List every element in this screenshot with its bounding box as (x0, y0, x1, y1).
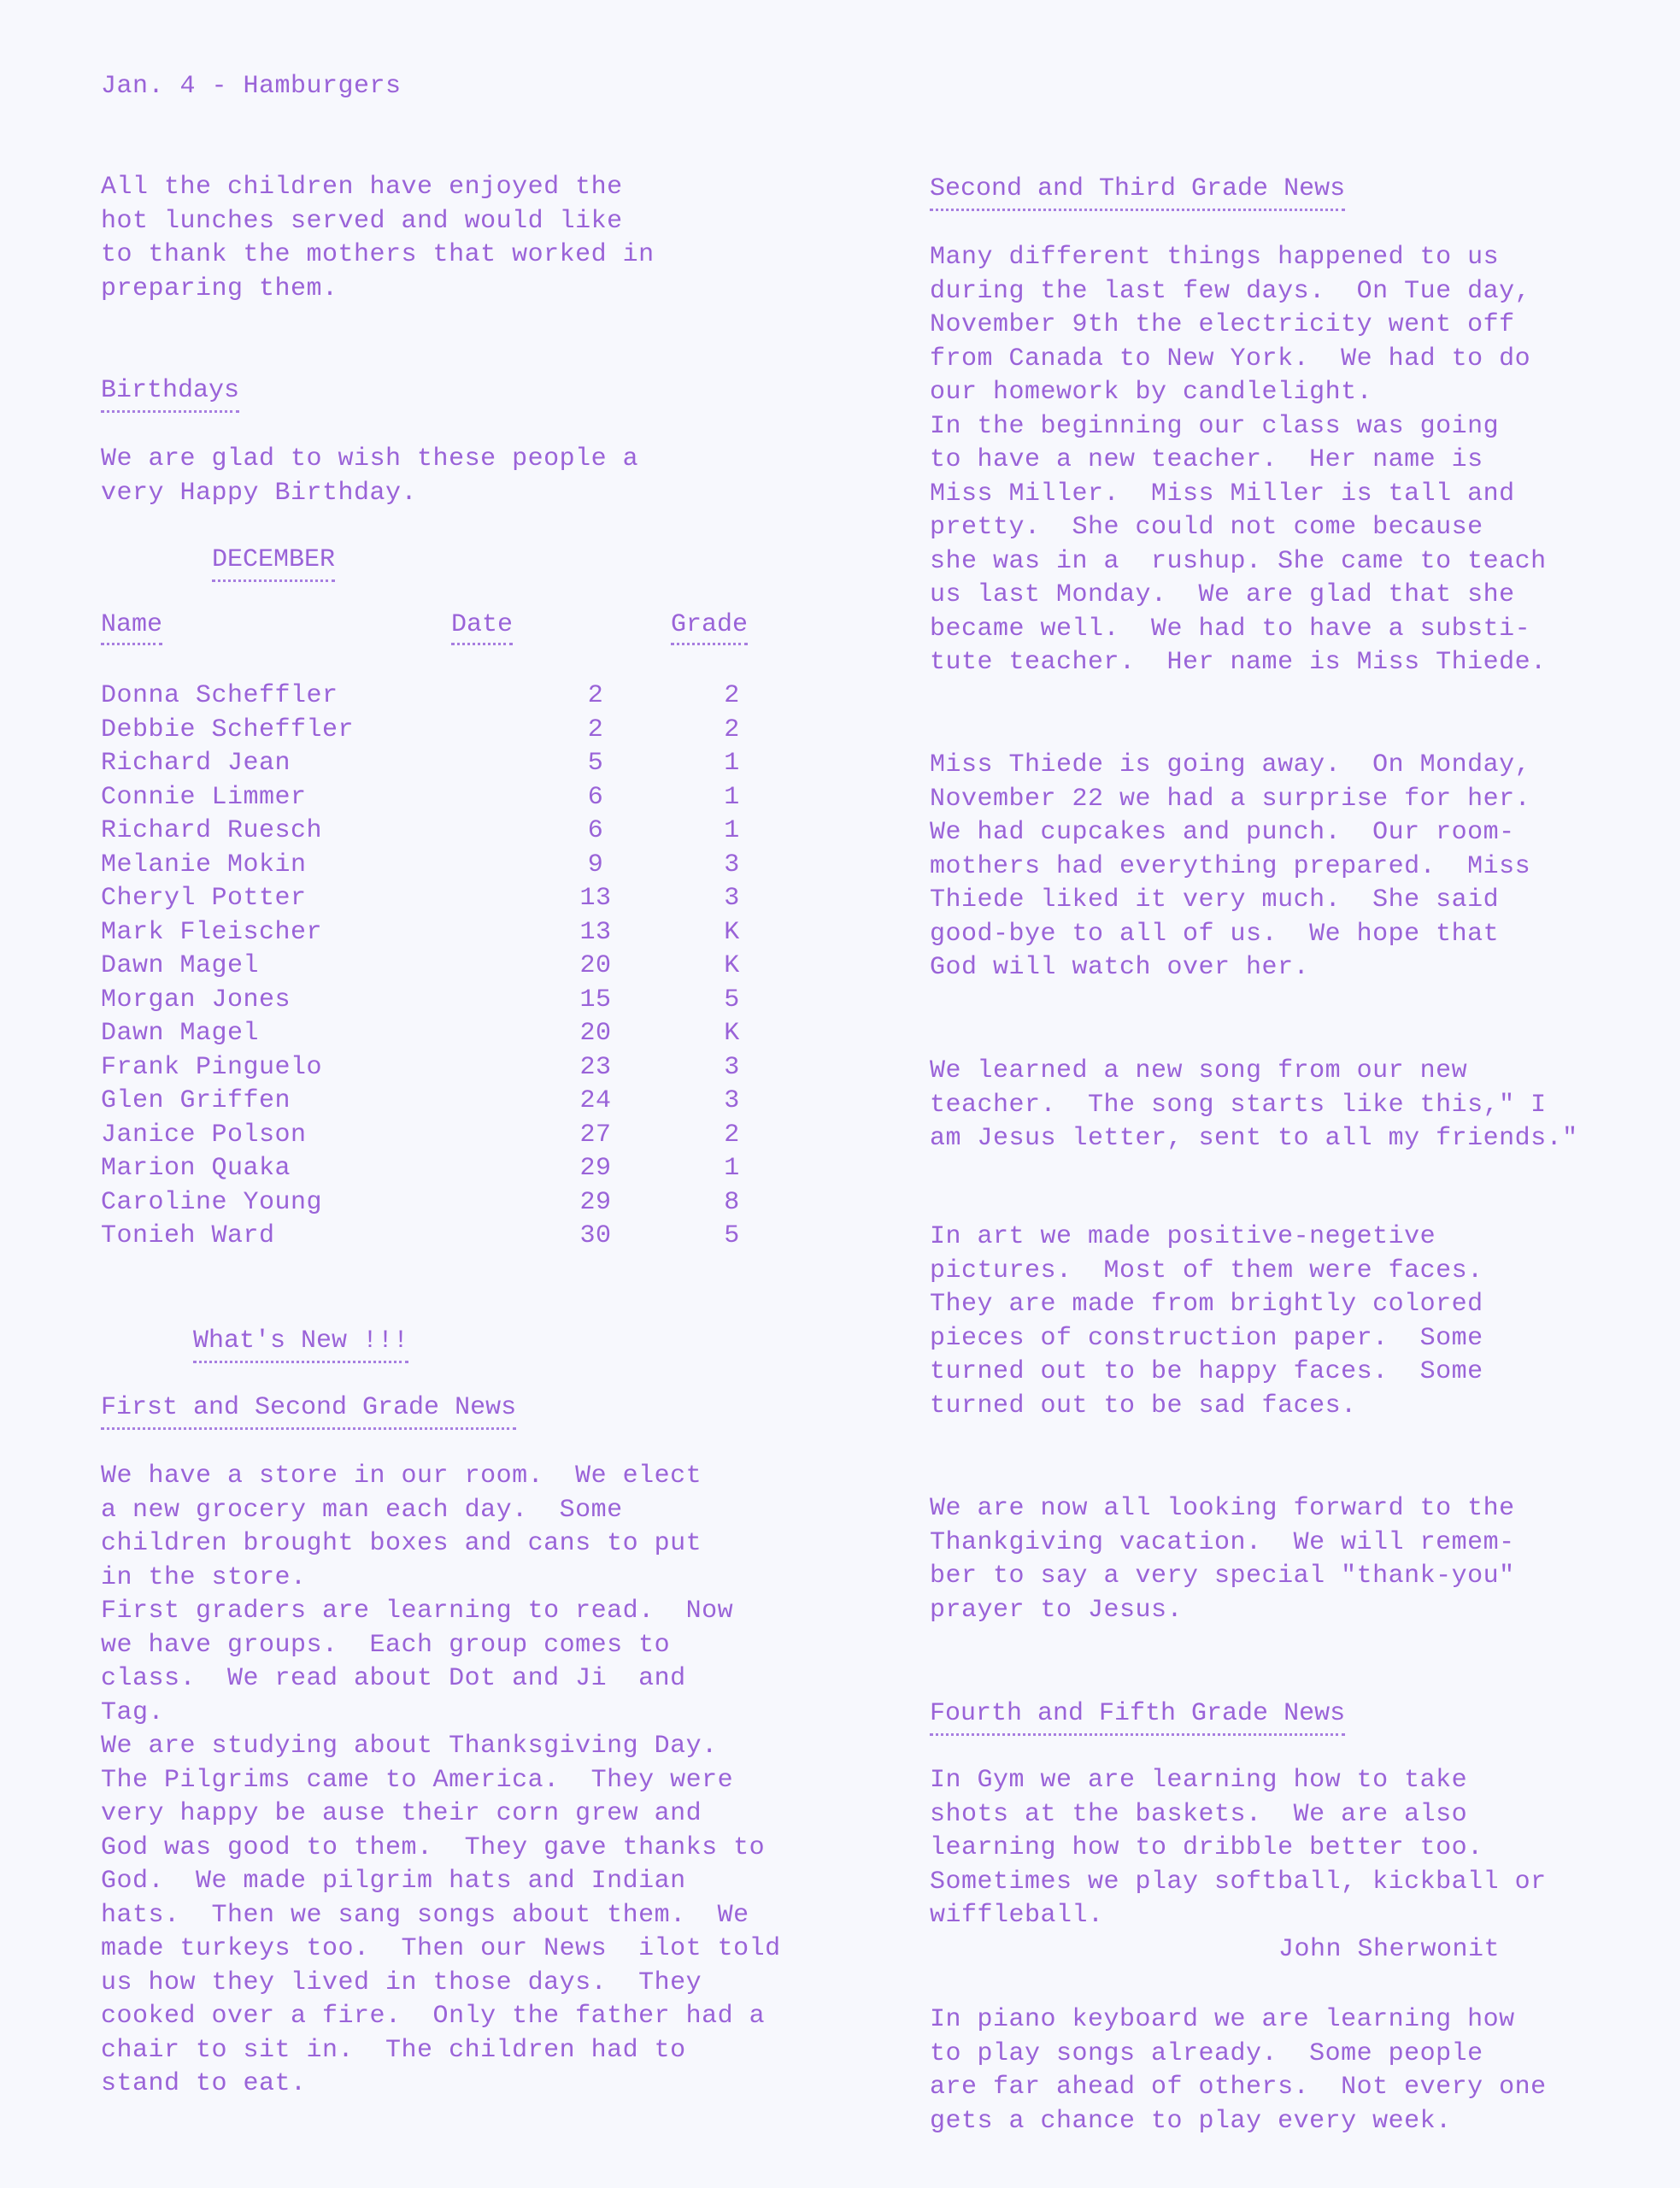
grade-cell: 2 (724, 1120, 740, 1150)
name-cell: Richard Jean (101, 749, 291, 778)
text-line: God will watch over her. (930, 953, 1310, 982)
date-cell: 2 (587, 681, 604, 710)
text-line: to thank the mothers that worked in (101, 240, 655, 269)
birthday-row (101, 714, 784, 748)
text-line: ber to say a very special "thank-you" (930, 1562, 1515, 1591)
fourth-fifth-heading: Fourth and Fifth Grade News (930, 1697, 1345, 1736)
birthday-row (101, 1220, 784, 1254)
column-header-date: Date (451, 609, 513, 645)
text-line: to play songs already. Some people (930, 2038, 1483, 2068)
text-line: very Happy Birthday. (101, 478, 418, 508)
text-line: mothers had everything prepared. Miss (930, 851, 1531, 881)
text-line: preparing them. (101, 274, 338, 303)
grade-cell: 1 (724, 749, 740, 778)
text-line: from Canada to New York. We had to do (930, 344, 1531, 373)
signature: John Sherwonit (1278, 1935, 1501, 1964)
text-line: prayer to Jesus. (930, 1595, 1184, 1625)
text-line: In the beginning our class was going (930, 411, 1500, 441)
text-line: We have a store in our room. We elect (101, 1462, 702, 1491)
text-line: tute teacher. Her name is Miss Thiede. (930, 648, 1547, 677)
date-cell: 5 (587, 749, 604, 778)
date-cell: 13 (579, 917, 612, 947)
text-line: gets a chance to play every week. (930, 2106, 1452, 2136)
text-line: Miss Thiede is going away. On Monday, (930, 750, 1531, 779)
second-third-p4 (930, 1220, 1483, 1423)
date-cell: 9 (587, 850, 604, 879)
fourth-fifth-p1 (930, 1764, 1547, 1933)
birthday-row (101, 679, 784, 714)
birthday-row (101, 984, 784, 1018)
name-cell: Caroline Young (101, 1187, 323, 1217)
text-line: cooked over a fire. Only the father had a (101, 2002, 766, 2031)
date-cell: 20 (579, 951, 612, 980)
text-line: hats. Then we sang songs about them. We (101, 1900, 749, 1930)
name-cell: Connie Limmer (101, 782, 307, 812)
name-cell: Mark Fleischer (101, 917, 323, 947)
text-line: Sometimes we play softball, kickball or (930, 1867, 1547, 1897)
text-line: Miss Miller. Miss Miller is tall and (930, 479, 1515, 509)
text-line: Tag. (101, 1697, 165, 1727)
date-cell: 29 (579, 1187, 612, 1217)
birthday-row (101, 916, 784, 950)
second-third-p5 (930, 1492, 1515, 1627)
text-line: shots at the baskets. We are also (930, 1799, 1468, 1829)
grade-cell: 3 (724, 1086, 740, 1115)
text-line: in the store. (101, 1562, 307, 1592)
second-third-p1 (930, 241, 1547, 680)
text-line: November 22 we had a surprise for her. (930, 784, 1531, 814)
text-line: our homework by candlelight. (930, 378, 1373, 407)
text-line: am Jesus letter, sent to all my friends." (930, 1124, 1578, 1153)
text-line: to have a new teacher. Her name is (930, 445, 1483, 474)
text-line: pictures. Most of them were faces. (930, 1256, 1483, 1285)
text-line: wiffleball. (930, 1901, 1104, 1930)
column-header-name: Name (101, 609, 162, 645)
date-cell: 13 (579, 884, 612, 913)
text-line: God was good to them. They gave thanks to (101, 1832, 766, 1862)
name-cell: Tonieh Ward (101, 1221, 275, 1250)
name-cell: Glen Griffen (101, 1086, 291, 1115)
text-line: good-bye to all of us. We hope that (930, 919, 1500, 949)
text-line: very happy be ause their corn grew and (101, 1799, 702, 1828)
date-cell: 20 (579, 1019, 612, 1048)
text-line: God. We made pilgrim hats and Indian (101, 1867, 686, 1896)
text-line: We learned a new song from our new (930, 1056, 1468, 1085)
name-cell: Melanie Mokin (101, 850, 307, 879)
month-heading: DECEMBER (212, 544, 335, 582)
text-line: Many different things happened to us (930, 243, 1500, 272)
birthday-row (101, 882, 784, 916)
text-line: became well. We had to have a substi- (930, 614, 1531, 644)
name-cell: Janice Polson (101, 1120, 307, 1150)
text-line: We are glad to wish these people a (101, 444, 639, 473)
menu-line: Jan. 4 - Hamburgers (101, 72, 402, 101)
grade-cell: 3 (724, 884, 740, 913)
second-third-p3 (930, 1055, 1578, 1156)
name-cell: Donna Scheffler (101, 681, 338, 710)
date-cell: 27 (579, 1120, 612, 1150)
text-line: Thiede liked it very much. She said (930, 885, 1500, 915)
date-cell: 6 (587, 782, 604, 812)
grade-cell: 8 (724, 1187, 740, 1217)
birthday-row (101, 950, 784, 984)
grade-cell: 1 (724, 816, 740, 845)
grade-cell: 5 (724, 985, 740, 1015)
grade-cell: K (724, 917, 740, 947)
text-line: pieces of construction paper. Some (930, 1323, 1483, 1353)
text-line: hot lunches served and would like (101, 206, 623, 236)
name-cell: Debbie Scheffler (101, 715, 355, 744)
birthday-row (101, 781, 784, 815)
grade-cell: 3 (724, 1052, 740, 1082)
grade-cell: K (724, 951, 740, 980)
birthday-row (101, 1017, 784, 1051)
birthday-row (101, 1152, 784, 1186)
name-cell: Marion Quaka (101, 1154, 291, 1183)
text-line: In Gym we are learning how to take (930, 1766, 1468, 1795)
first-second-body (101, 1460, 781, 2102)
whats-new-heading: What's New !!! (193, 1325, 408, 1363)
second-third-p2 (930, 749, 1530, 985)
name-cell: Dawn Magel (101, 951, 260, 980)
text-line: We are studying about Thanksgiving Day. (101, 1732, 718, 1761)
date-cell: 15 (579, 985, 612, 1015)
date-cell: 30 (579, 1221, 612, 1250)
text-line: chair to sit in. The children had to (101, 2035, 686, 2065)
birthday-row (101, 747, 784, 781)
text-line: a new grocery man each day. Some (101, 1495, 623, 1525)
birthdays-heading: Birthdays (101, 374, 239, 413)
text-line: class. We read about Dot and Ji and (101, 1664, 686, 1693)
birthday-row (101, 1085, 784, 1119)
grade-cell: 1 (724, 782, 740, 812)
birthday-row (101, 1119, 784, 1153)
text-line: We are now all looking forward to the (930, 1494, 1515, 1523)
birthday-row (101, 1186, 784, 1220)
text-line: are far ahead of others. Not every one (930, 2073, 1547, 2102)
text-line: All the children have enjoyed the (101, 173, 623, 202)
text-line: stand to eat. (101, 2069, 307, 2098)
grade-cell: 2 (724, 681, 740, 710)
text-line: The Pilgrims came to America. They were (101, 1765, 734, 1795)
text-line: In art we made positive-negetive (930, 1222, 1436, 1251)
text-line: us last Monday. We are glad that she (930, 580, 1515, 609)
date-cell: 24 (579, 1086, 612, 1115)
text-line: turned out to be happy faces. Some (930, 1357, 1483, 1386)
date-cell: 2 (587, 715, 604, 744)
birthday-row (101, 815, 784, 849)
first-second-heading: First and Second Grade News (101, 1391, 516, 1430)
text-line: Thankgiving vacation. We will remem- (930, 1527, 1515, 1557)
text-line: made turkeys too. Then our News ilot told (101, 1934, 781, 1963)
text-line: November 9th the electricity went off (930, 310, 1515, 339)
text-line: we have groups. Each group comes to (101, 1630, 671, 1660)
text-line: First graders are learning to read. Now (101, 1597, 734, 1626)
name-cell: Cheryl Potter (101, 884, 307, 913)
text-line: teacher. The song starts like this," I (930, 1090, 1547, 1120)
text-line: during the last few days. On Tue day, (930, 276, 1531, 306)
text-line: pretty. She could not come because (930, 513, 1483, 542)
text-line: us how they lived in those days. They (101, 1967, 702, 1997)
date-cell: 23 (579, 1052, 612, 1082)
text-line: learning how to dribble better too. (930, 1833, 1483, 1862)
fourth-fifth-p2 (930, 2003, 1547, 2138)
grade-cell: 1 (724, 1154, 740, 1183)
text-line: turned out to be sad faces. (930, 1391, 1357, 1420)
birthday-table (101, 679, 784, 1254)
grade-cell: K (724, 1019, 740, 1048)
birthday-row (101, 1051, 784, 1085)
birthdays-intro (101, 443, 638, 510)
birthday-row (101, 849, 784, 883)
grade-cell: 5 (724, 1221, 740, 1250)
date-cell: 6 (587, 816, 604, 845)
name-cell: Dawn Magel (101, 1019, 260, 1048)
intro-paragraph (101, 171, 655, 306)
text-line: she was in a rushup. She came to teach (930, 546, 1547, 576)
text-line: children brought boxes and cans to put (101, 1529, 702, 1558)
grade-cell: 2 (724, 715, 740, 744)
text-line: They are made from brightly colored (930, 1290, 1483, 1319)
text-line: In piano keyboard we are learning how (930, 2005, 1515, 2034)
second-third-heading: Second and Third Grade News (930, 173, 1345, 211)
column-header-grade: Grade (671, 609, 748, 645)
text-line: We had cupcakes and punch. Our room- (930, 818, 1515, 847)
name-cell: Frank Pinguelo (101, 1052, 323, 1082)
name-cell: Richard Ruesch (101, 816, 323, 845)
name-cell: Morgan Jones (101, 985, 291, 1015)
grade-cell: 3 (724, 850, 740, 879)
date-cell: 29 (579, 1154, 612, 1183)
